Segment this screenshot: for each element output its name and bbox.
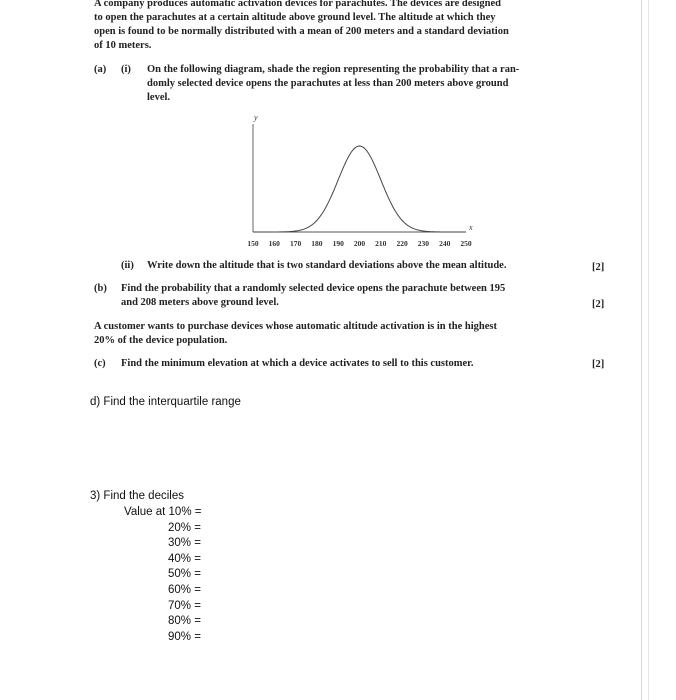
x-tick-label-200: 200 (353, 239, 366, 248)
part-b-line-1: Find the probability that a randomly selected device opens the parachute between 195 (121, 283, 506, 294)
x-tick-label-160: 160 (268, 239, 280, 248)
part-a-ii-marks: [2] (592, 262, 605, 273)
x-tick-label-210: 210 (375, 239, 387, 248)
x-tick-label-240: 240 (439, 239, 451, 248)
customer-line-2: 20% of the device population. (94, 335, 228, 346)
intro-line-1: A company produces automatic activation devices for parachutes. The devices are designed (94, 0, 501, 9)
part-a-i-line-3: level. (147, 92, 171, 103)
x-tick-label-170: 170 (289, 239, 302, 248)
intro-line-3: open is found to be normally distributed with a mean of 200 meters and a standard deviation (94, 26, 509, 37)
intro-line-2: to open the parachutes at a certain altitude above ground level. The altitude at which they (94, 12, 496, 23)
x-tick-label-220: 220 (396, 239, 408, 248)
part-b-marks: [2] (592, 299, 605, 310)
normal-curve (253, 146, 466, 232)
x-axis-label: x (469, 223, 473, 232)
deciles-title: 3) Find the deciles (90, 490, 184, 502)
part-c-marks: [2] (592, 359, 605, 370)
part-a-i-label: (i) (121, 64, 131, 75)
page-edge-shadow (648, 0, 649, 700)
decile-row-70: 70% = (168, 600, 201, 612)
part-a-label: (a) (94, 64, 107, 75)
decile-row-40: 40% = (168, 553, 201, 565)
x-tick-label-180: 180 (311, 239, 323, 248)
y-axis-label: y (254, 113, 258, 122)
part-a-i-line-1: On the following diagram, shade the region representing the probability that a ran- (147, 64, 520, 75)
x-tick-label-150: 150 (247, 239, 259, 248)
decile-row-50: 50% = (168, 568, 201, 580)
decile-row-30: 30% = (168, 537, 201, 549)
decile-row-60: 60% = (168, 584, 201, 596)
part-c-label: (c) (94, 358, 106, 369)
part-c-text: Find the minimum elevation at which a device activates to sell to this customer. (121, 358, 474, 369)
decile-row-80: 80% = (168, 615, 201, 627)
part-d-text: d) Find the interquartile range (90, 396, 241, 408)
x-tick-label-230: 230 (417, 239, 430, 248)
part-a-i-line-2: domly selected device opens the parachutes at less than 200 meters above ground (147, 78, 509, 89)
part-b-line-2: and 208 meters above ground level. (121, 297, 279, 308)
part-b-label: (b) (94, 283, 107, 294)
customer-line-1: A customer wants to purchase devices whose automatic altitude activation is in the highest (94, 321, 497, 332)
x-tick-label-250: 250 (460, 239, 472, 248)
normal-distribution-chart (240, 108, 485, 253)
part-a-ii-label: (ii) (121, 260, 134, 271)
decile-row-20: 20% = (168, 522, 201, 534)
page-edge (641, 0, 642, 700)
decile-row-90: 90% = (168, 631, 201, 643)
x-tick-labels (247, 239, 472, 248)
x-tick-label-190: 190 (332, 239, 344, 248)
part-a-ii-text: Write down the altitude that is two standard deviations above the mean altitude. (147, 260, 507, 271)
decile-row-10: Value at 10% = (124, 506, 202, 518)
intro-line-4: of 10 meters. (94, 40, 152, 51)
